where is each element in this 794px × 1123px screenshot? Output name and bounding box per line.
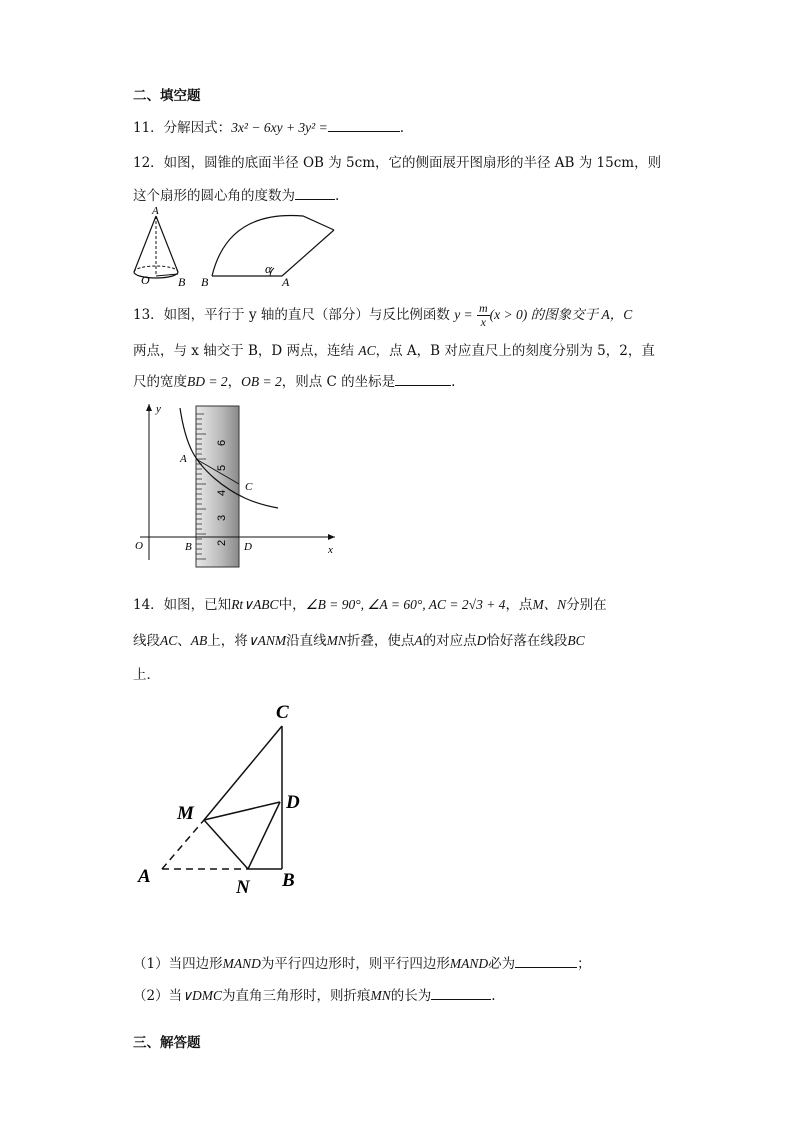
q13-fraction <box>477 302 490 329</box>
y-axis-arrow-icon <box>146 404 152 411</box>
sector-radius-2 <box>282 230 334 276</box>
q14-triangle: Rt∨ABC <box>231 597 279 612</box>
q14-line-3: 上． <box>133 667 160 683</box>
cone-label-b: B <box>178 275 186 289</box>
q14-sub-1-answer-blank[interactable] <box>515 967 577 968</box>
q13-end: . <box>451 374 456 390</box>
side-mc <box>204 726 282 820</box>
q14-line-1-end: 分别在 <box>566 597 607 613</box>
q14-sub-2-changwei: 的长为 <box>390 988 432 1004</box>
q14-sub-2-mid: 为直角三角形时，则折痕 <box>221 988 371 1004</box>
q14-line-2 <box>133 629 585 649</box>
q13-line-1-rest: (x > 0) 的图象交于 A，C <box>489 307 633 322</box>
q14-sub-1-quad-2: MAND <box>449 956 489 971</box>
q14-sub-1-quad: MAND <box>222 956 261 971</box>
q14-sub-2-triangle: ∨DMC <box>182 988 222 1003</box>
q12-cone-sector-figure <box>128 202 348 292</box>
label-x: x <box>328 544 333 556</box>
q13-answer-blank[interactable] <box>395 385 451 386</box>
q13-line-2-rest: ，点 A，B 对应直尺上的刻度分别为 5，2，直 <box>375 343 655 359</box>
q13-ruler-graph-figure <box>130 398 345 570</box>
q14-seg-ab: AB <box>190 633 208 648</box>
question-11 <box>133 116 404 136</box>
q11-answer-blank[interactable] <box>328 131 400 132</box>
ruler-tick-3: 3 <box>216 514 228 521</box>
q14-yanzhixian: 沿直线 <box>286 633 327 649</box>
q14-sub-2-end: . <box>491 988 496 1004</box>
segment-nd <box>248 802 280 869</box>
ruler-tick-6: 6 <box>216 439 228 446</box>
label-d: D <box>244 541 252 553</box>
q13-line-3 <box>133 370 455 390</box>
label-c: C <box>276 702 289 723</box>
q14-sub-1-mid: 为平行四边形时，则平行四边形 <box>260 956 450 972</box>
q14-duiying: 的对应点 <box>422 633 477 649</box>
q13-bd: BD = 2 <box>187 374 228 389</box>
q14-line-1-zhong: 中， <box>278 597 306 613</box>
q13-comma: ， <box>227 374 242 390</box>
q14-line-1-dian: ，点 <box>505 597 533 613</box>
q14-line-2-text: 线段 <box>133 633 160 649</box>
q14-tri-anm: ∨ANM <box>247 633 287 648</box>
ruler-tick-4: 4 <box>216 489 228 496</box>
q13-segment-ac: AC <box>358 343 376 358</box>
q14-point-a: A <box>414 633 423 648</box>
q14-line-1-text: 14．如图，已知 <box>133 597 232 613</box>
ruler-tick-5: 5 <box>216 464 228 471</box>
q14-sub-1-biwei: 必为 <box>488 956 516 972</box>
q12-end: . <box>335 188 340 204</box>
q13-line-3-rest: ，则点 C 的坐标是 <box>281 374 396 390</box>
section-3-title: 三、解答题 <box>133 1035 201 1051</box>
cone-left-edge <box>134 216 156 272</box>
q13-ob: OB = 2 <box>241 374 282 389</box>
q13-function-lhs: y = <box>454 307 473 322</box>
q14-sep: 、 <box>177 633 191 649</box>
q13-line-2 <box>133 339 655 359</box>
label-c: C <box>245 481 253 493</box>
q14-sub-2-text: （2）当 <box>133 988 183 1004</box>
q14-sub-1-text: （1）当四边形 <box>133 956 223 972</box>
ruler-tick-2: 2 <box>216 539 228 546</box>
q14-sub-2-mn: MN <box>370 988 391 1003</box>
q14-line-1 <box>133 593 607 613</box>
cone-label-a: A <box>152 205 159 217</box>
sector-label-b: B <box>201 275 209 289</box>
label-m: M <box>177 803 194 824</box>
label-o: O <box>135 540 143 552</box>
q12-line-2 <box>133 184 339 204</box>
q12-line-2-text: 这个扇形的圆心角的度数为 <box>133 188 295 204</box>
q14-sub-1 <box>133 952 591 972</box>
sector-label-a: A <box>282 275 290 289</box>
q14-points-mn: M、N <box>532 597 567 612</box>
q11-expression: 3x² − 6xy + 3y² = <box>231 120 328 135</box>
q14-line-mn: MN <box>326 633 347 648</box>
x-axis-arrow-icon <box>328 534 335 540</box>
q13-line-1 <box>133 302 632 329</box>
label-b: B <box>282 870 295 891</box>
cone-right-edge <box>156 216 178 272</box>
sector-label-alpha: α <box>265 261 272 276</box>
q13-line-1-text: 13．如图，平行于 y 轴的直尺（部分）与反比例函数 <box>133 307 450 323</box>
fold-line-mn <box>204 820 248 869</box>
q13-fraction-denominator: x <box>480 315 486 329</box>
q12-answer-blank[interactable] <box>295 199 335 200</box>
q14-qiahao: 恰好落在线段 <box>486 633 568 649</box>
q14-seg-ac: AC <box>160 633 178 648</box>
q13-line-2-text: 两点，与 x 轴交于 B，D 两点，连结 <box>133 343 355 359</box>
q14-shang: 上，将 <box>207 633 248 649</box>
label-a: A <box>138 866 151 887</box>
q14-point-d: D <box>476 633 487 648</box>
label-a: A <box>180 453 187 465</box>
q14-zhedie: 折叠，使点 <box>346 633 415 649</box>
q14-conditions: ∠B = 90°, ∠A = 60°, AC = 2√3 + 4 <box>305 597 506 612</box>
q11-text: 11．分解因式： <box>133 120 232 136</box>
q14-sub-1-end: ； <box>577 956 591 972</box>
q13-fraction-numerator: m <box>478 301 488 315</box>
side-am-dashed <box>162 820 204 869</box>
q14-seg-bc: BC <box>567 633 585 648</box>
label-n: N <box>236 877 250 898</box>
segment-md <box>204 802 280 820</box>
q12-line-1: 12．如图，圆锥的底面半径 OB 为 5cm，它的侧面展开图扇形的半径 AB 为 15cm，则 <box>133 155 662 171</box>
label-d: D <box>286 792 300 813</box>
q13-line-3-text: 尺的宽度 <box>133 374 187 390</box>
cone-label-o: O <box>141 273 150 287</box>
section-2-title: 二、填空题 <box>133 88 201 104</box>
q11-end: . <box>399 120 405 136</box>
q14-triangle-figure <box>130 696 330 901</box>
label-y: y <box>156 403 161 415</box>
q14-sub-2 <box>133 984 496 1004</box>
label-b: B <box>185 541 192 553</box>
q14-sub-2-answer-blank[interactable] <box>431 999 491 1000</box>
